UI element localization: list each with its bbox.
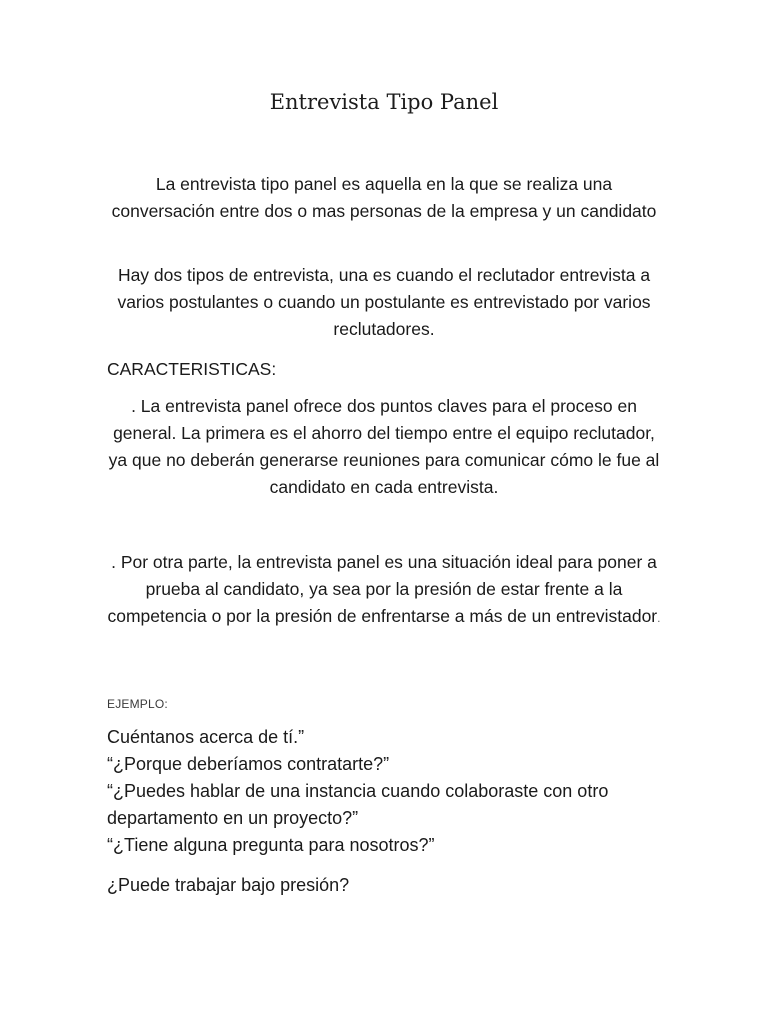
characteristic-paragraph-2 bbox=[104, 549, 664, 632]
example-question: Cuéntanos acerca de tí.” bbox=[107, 727, 305, 747]
example-questions bbox=[107, 724, 667, 859]
example-question: “¿Tiene alguna pregunta para nosotros?” bbox=[107, 835, 435, 855]
example-question: departamento en un proyecto?” bbox=[107, 808, 359, 828]
document-title: Entrevista Tipo Panel bbox=[269, 90, 499, 114]
final-question: ¿Puede trabajar bajo presión? bbox=[107, 875, 350, 895]
example-question: “¿Porque deberíamos contratarte?” bbox=[107, 754, 390, 774]
characteristic-paragraph-2-text: . Por otra parte, la entrevista panel es una situación ideal para poner a prueba al candidato, ya sea por la presión de estar frente a la competencia o por la presión de enfrentarse a más de un entrevistador bbox=[107, 552, 658, 626]
characteristics-heading: CARACTERISTICAS: bbox=[107, 359, 277, 379]
example-label: EJEMPLO: bbox=[107, 697, 168, 711]
characteristic-paragraph-1: . La entrevista panel ofrece dos puntos claves para el proceso en general. La primera es el ahorro del tiempo entre el equipo reclutador, ya que no deberán generarse reuniones para comunicar cómo le fue al candidato en cada entrevista. bbox=[108, 396, 660, 497]
types-paragraph: Hay dos tipos de entrevista, una es cuando el reclutador entrevista a varios postulantes o cuando un postulante es entrevistado por varios reclutadores. bbox=[117, 265, 651, 339]
characteristic-paragraph-2-period: . bbox=[657, 611, 661, 625]
intro-paragraph: La entrevista tipo panel es aquella en la que se realiza una conversación entre dos o mas personas de la empresa y un candidato bbox=[111, 174, 657, 221]
example-question: “¿Puedes hablar de una instancia cuando colaboraste con otro bbox=[107, 781, 609, 801]
